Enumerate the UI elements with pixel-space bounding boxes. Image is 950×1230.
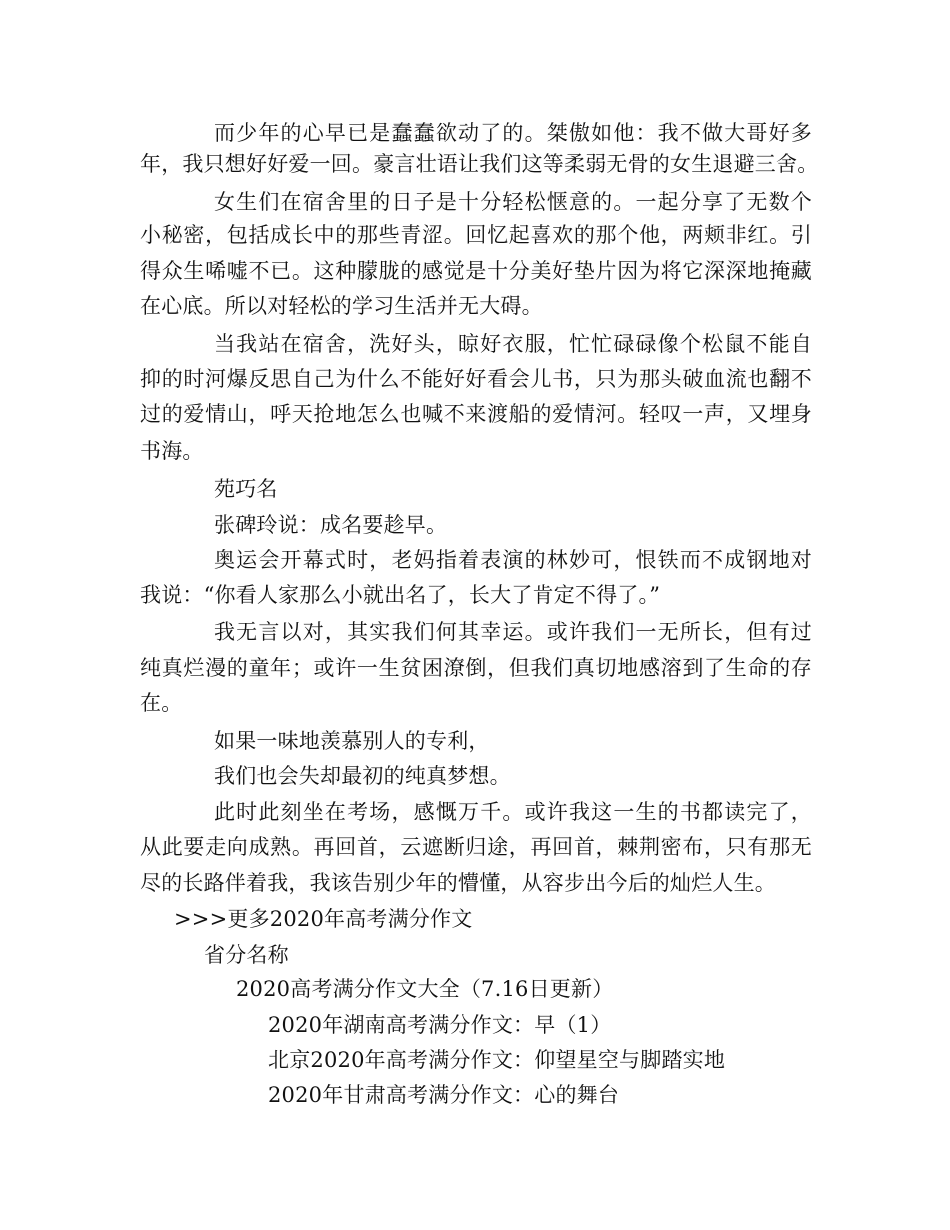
article-line: 年，我只想好好爱一回。豪言壮语让我们这等柔弱无骨的女生退避三舍。 bbox=[140, 152, 819, 176]
essay-link[interactable]: 2020年甘肃高考满分作文：心的舞台 bbox=[268, 1083, 620, 1107]
article-line: 过的爱情山，呼天抢地怎么也喊不来渡船的爱情河。轻叹一声，又埋身 bbox=[140, 402, 812, 426]
article-line: 我们也会失却最初的纯真梦想。 bbox=[214, 764, 511, 788]
article-line: 而少年的心早已是蠢蠢欲动了的。桀傲如他：我不做大哥好多 bbox=[214, 121, 812, 145]
category-label: 省分名称 bbox=[204, 943, 289, 967]
article-line: 我说：“你看人家那么小就出名了，长大了肯定不得了。” bbox=[140, 583, 661, 607]
article-line: 得众生唏嘘不已。这种朦胧的感觉是十分美好垫片因为将它深深地掩藏 bbox=[140, 259, 812, 283]
article-line: 当我站在宿舍，洗好头，晾好衣服，忙忙碌碌像个松鼠不能自 bbox=[214, 332, 812, 356]
article-line: 张碑玲说：成名要趁早。 bbox=[214, 513, 448, 537]
article-line: 尽的长路伴着我，我该告别少年的懵懂，从容步出今后的灿烂人生。 bbox=[140, 871, 776, 895]
article-line: 抑的时河爆反思自己为什么不能好好看会儿书，只为那头破血流也翻不 bbox=[140, 367, 812, 391]
article-line: 在心底。所以对轻松的学习生活并无大碍。 bbox=[140, 294, 543, 318]
article-line: 从此要走向成熟。再回首，云遮断归途，再回首，棘荆密布，只有那无 bbox=[140, 835, 812, 859]
article-line: 我无言以对，其实我们何其幸运。或许我们一无所长，但有过 bbox=[214, 620, 812, 644]
collection-link[interactable]: 2020高考满分作文大全（7.16日更新） bbox=[236, 977, 614, 1001]
article-line: 如果一味地羡慕别人的专利， bbox=[214, 729, 490, 753]
section-heading: 苑巧名 bbox=[214, 477, 278, 501]
article-line: 纯真烂漫的童年；或许一生贫困潦倒，但我们真切地感溶到了生命的存 bbox=[140, 656, 812, 680]
article-line: 奥运会开幕式时，老妈指着表演的林妙可，恨铁而不成钢地对 bbox=[214, 548, 812, 572]
essay-link[interactable]: 2020年湖南高考满分作文：早（1） bbox=[268, 1013, 612, 1037]
article-line: 女生们在宿舍里的日子是十分轻松惬意的。一起分享了无数个 bbox=[214, 190, 812, 214]
article-line: 在。 bbox=[140, 691, 183, 715]
article-line: 书海。 bbox=[140, 439, 204, 463]
essay-link[interactable]: 北京2020年高考满分作文：仰望星空与脚踏实地 bbox=[268, 1048, 726, 1072]
more-essays-link[interactable]: >>>更多2020年高考满分作文 bbox=[174, 907, 473, 931]
article-line: 小秘密，包括成长中的那些青涩。回忆起喜欢的那个他，两颊非红。引 bbox=[140, 223, 812, 247]
article-line: 此时此刻坐在考场，感慨万千。或许我这一生的书都读完了， bbox=[214, 800, 812, 824]
